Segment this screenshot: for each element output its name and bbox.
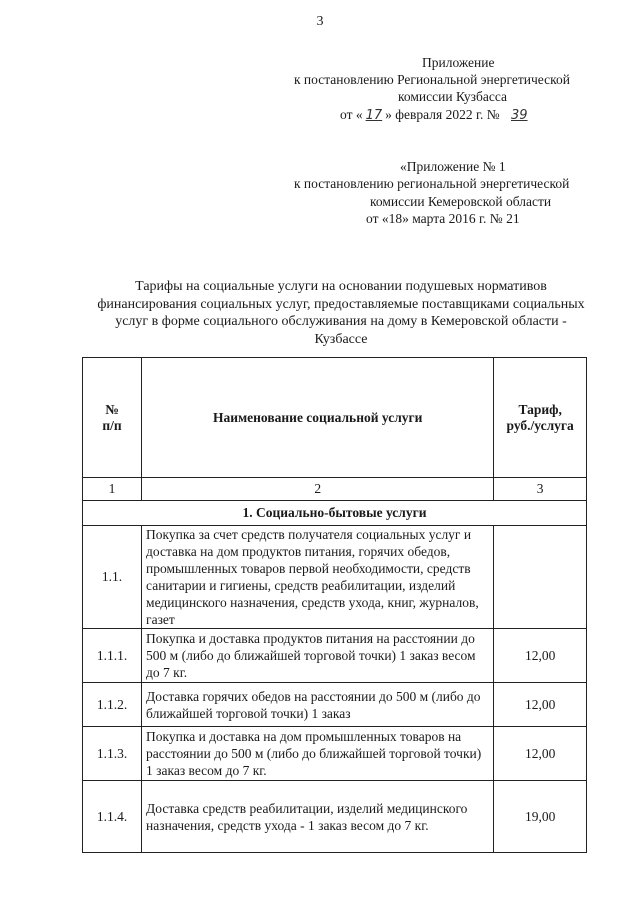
column-index: 2 xyxy=(142,478,494,501)
title-line-1: Тарифы на социальные услуги на основании подушевых нормативов xyxy=(135,279,547,294)
tariffs-table xyxy=(82,357,587,853)
section-title: 1. Социально-бытовые услуги xyxy=(83,501,587,526)
header-num-line-2: п/п xyxy=(102,417,122,433)
table-row xyxy=(83,683,587,727)
column-index: 1 xyxy=(83,478,142,501)
appendix-date-mid: » февраля 2022 г. № xyxy=(385,107,500,122)
appendix-line-2: комиссии Кузбасса xyxy=(398,89,508,104)
row-tariff: 19,00 xyxy=(494,781,587,853)
title-line-3: услуг в форме социального обслуживания на дому в Кемеровской области - xyxy=(115,314,567,329)
appendix-date-number: 39 xyxy=(510,108,528,123)
column-index-row xyxy=(83,478,587,501)
appendix-prev-line-3: от «18» марта 2016 г. № 21 xyxy=(366,211,520,226)
row-tariff: 12,00 xyxy=(494,629,587,683)
row-num: 1.1.4. xyxy=(83,781,142,853)
table-header-row xyxy=(83,358,587,478)
row-num: 1.1. xyxy=(83,526,142,629)
appendix-prev-line-1: к постановлению региональной энергетической xyxy=(294,176,570,191)
appendix-date-prefix: от « xyxy=(340,107,363,122)
row-name: Покупка за счет средств получателя социальных услуг и доставка на дом продуктов питания, горячих обедов, промышленных товаров первой необходимости, средств санитарии и гигиены, средств реабилитации, изделий медицинского назначения, средств ухода, книг, журналов, газет xyxy=(142,526,494,629)
row-name: Доставка горячих обедов на расстоянии до 500 м (либо до ближайшей торговой точки) 1 заказ xyxy=(142,683,494,727)
table-row xyxy=(83,727,587,781)
page-number: 3 xyxy=(316,14,324,29)
row-name: Доставка средств реабилитации, изделий медицинского назначения, средств ухода - 1 заказ весом до 7 кг. xyxy=(142,781,494,853)
row-name: Покупка и доставка продуктов питания на расстоянии до 500 м (либо до ближайшей торговой точки) 1 заказ весом до 7 кг. xyxy=(142,629,494,683)
header-num xyxy=(83,358,142,478)
title-line-2: финансирования социальных услуг, предоставляемые поставщиками социальных xyxy=(97,296,585,312)
header-name: Наименование социальной услуги xyxy=(142,358,494,478)
appendix-prev-line-2: комиссии Кемеровской области xyxy=(370,194,552,209)
row-name: Покупка и доставка на дом промышленных товаров на расстоянии до 500 м (либо до ближайшей торговой точки) 1 заказ весом до 7 кг. xyxy=(142,727,494,781)
header-tariff-line-2: руб./услуга xyxy=(506,417,574,433)
table-row xyxy=(83,781,587,853)
appendix-title: Приложение xyxy=(422,55,495,70)
row-tariff: 12,00 xyxy=(494,727,587,781)
row-num: 1.1.2. xyxy=(83,683,142,727)
table-row xyxy=(83,629,587,683)
appendix-prev-title: «Приложение № 1 xyxy=(400,159,506,174)
section-row xyxy=(83,501,587,526)
document-title xyxy=(86,278,596,348)
header-tariff xyxy=(494,358,587,478)
appendix-line-1: к постановлению Региональной энергетической xyxy=(294,72,570,87)
row-num: 1.1.3. xyxy=(83,727,142,781)
title-line-4: Кузбассе xyxy=(314,331,368,347)
table-row xyxy=(83,526,587,629)
appendix-date-day: 17 xyxy=(365,108,383,123)
appendix-date xyxy=(340,106,542,124)
row-num: 1.1.1. xyxy=(83,629,142,683)
header-tariff-line-1: Тариф, xyxy=(518,401,562,417)
row-tariff xyxy=(494,526,587,629)
row-tariff: 12,00 xyxy=(494,683,587,727)
column-index: 3 xyxy=(494,478,587,501)
header-num-line-1: № xyxy=(105,401,119,417)
